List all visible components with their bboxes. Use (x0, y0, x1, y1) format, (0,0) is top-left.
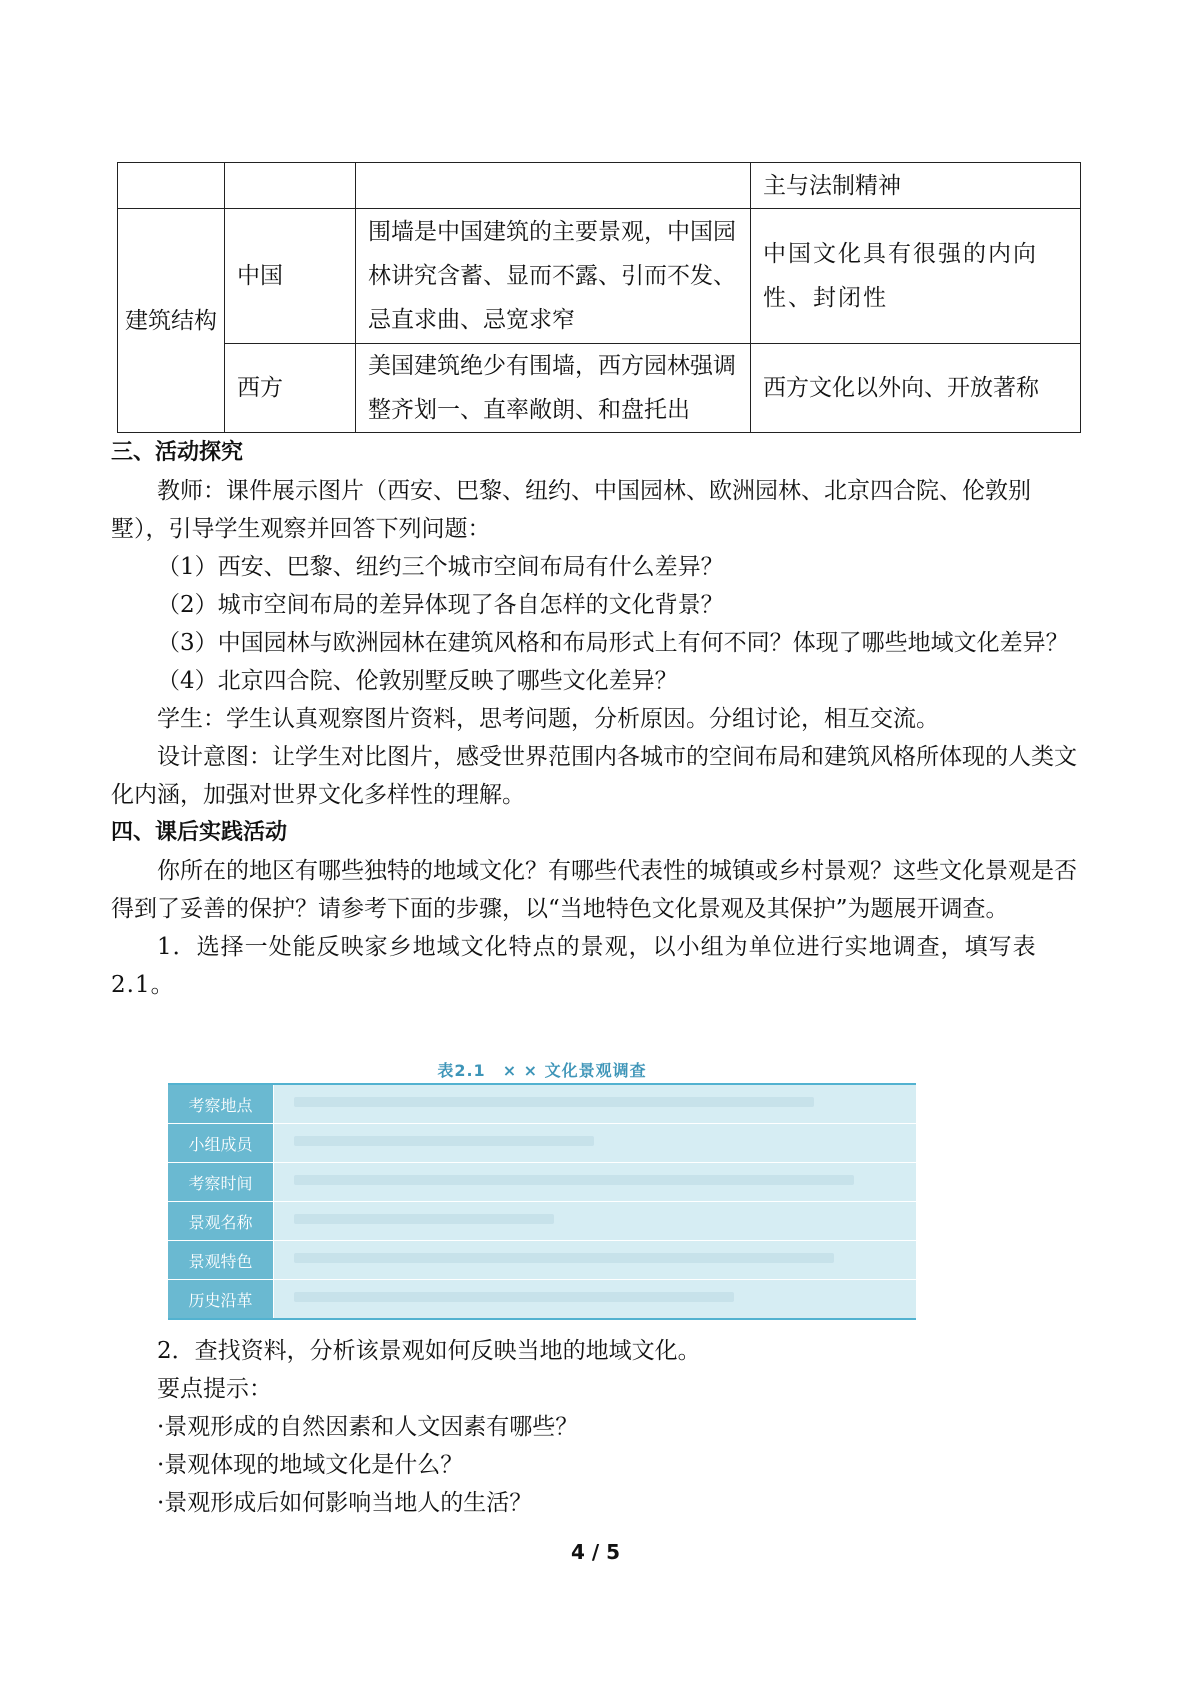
tip-item: ·景观形成后如何影响当地人的生活？ (157, 1490, 533, 1516)
table-cell-reflection: 中国文化具有很强的内向性、封闭性 (751, 209, 1081, 344)
table-row (118, 163, 1081, 209)
table-row (168, 1124, 916, 1163)
table-cell-description: 围墙是中国建筑的主要景观，中国园林讲究含蓄、显而不露、引而不发、忌直求曲、忌宽求窄 (356, 209, 751, 344)
survey-cell (274, 1085, 916, 1123)
survey-label: 景观名称 (168, 1202, 274, 1240)
survey-table-title: 表2.1 × × 文化景观调查 (437, 1061, 647, 1080)
table-row (168, 1280, 916, 1318)
question-item: （2）城市空间布局的差异体现了各自怎样的文化背景？ (157, 592, 724, 618)
paragraph-teacher: 教师：课件展示图片（西安、巴黎、纽约、中国园林、欧洲园林、北京四合院、伦敦别墅），引导学生观察并回答下列问题： (111, 478, 1031, 542)
question-item: （1）西安、巴黎、纽约三个城市空间布局有什么差异？ (157, 554, 724, 580)
paragraph-step1: 1．选择一处能反映家乡地域文化特点的景观，以小组为单位进行实地调查，填写表2.1。 (111, 934, 1037, 998)
tip-item: ·景观形成的自然因素和人文因素有哪些？ (157, 1414, 579, 1440)
survey-label: 景观特色 (168, 1241, 274, 1279)
table-row (168, 1163, 916, 1202)
table-cell-region: 西方 (225, 344, 356, 433)
paragraph-student: 学生：学生认真观察图片资料，思考问题，分析原因。分组讨论，相互交流。 (157, 706, 939, 732)
table-cell-region: 中国 (225, 209, 356, 344)
table-row (168, 1202, 916, 1241)
table-cell (356, 163, 751, 209)
table-cell-reflection: 西方文化以外向、开放著称 (751, 344, 1081, 433)
survey-label: 小组成员 (168, 1124, 274, 1162)
section-steps (111, 1332, 1086, 1522)
survey-cell (274, 1124, 916, 1162)
table-cell (225, 163, 356, 209)
table-cell (118, 163, 225, 209)
paragraph-design: 设计意图：让学生对比图片，感受世界范围内各城市的空间布局和建筑风格所体现的人类文化内涵，加强对世界文化多样性的理解。 (111, 744, 1077, 808)
question-item: （4）北京四合院、伦敦别墅反映了哪些文化差异？ (157, 668, 678, 694)
section-heading: 四、课后实践活动 (111, 820, 288, 845)
tip-item: ·景观体现的地域文化是什么？ (157, 1452, 464, 1478)
survey-cell (274, 1241, 916, 1279)
table-row (168, 1241, 916, 1280)
section-activity (111, 434, 1086, 1004)
question-item: （3）中国园林与欧洲园林在建筑风格和布局形式上有何不同？体现了哪些地域文化差异？ (157, 630, 1069, 656)
section-heading: 三、活动探究 (111, 440, 244, 465)
survey-label: 历史沿革 (168, 1280, 274, 1318)
survey-table (168, 1083, 916, 1320)
table-cell-reflection: 主与法制精神 (751, 163, 1081, 209)
table-row (118, 209, 1081, 344)
survey-cell (274, 1280, 916, 1318)
page-number: 4 / 5 (570, 1540, 621, 1564)
survey-label: 考察地点 (168, 1085, 274, 1123)
comparison-table (117, 162, 1081, 433)
table-row (118, 344, 1081, 433)
survey-label: 考察时间 (168, 1163, 274, 1201)
paragraph-step2: 2．查找资料，分析该景观如何反映当地的地域文化。 (157, 1338, 701, 1364)
table-group-label: 建筑结构 (118, 209, 225, 433)
table-row (168, 1085, 916, 1124)
survey-cell (274, 1202, 916, 1240)
tips-heading: 要点提示： (157, 1376, 272, 1402)
survey-cell (274, 1163, 916, 1201)
paragraph-intro: 你所在的地区有哪些独特的地域文化？有哪些代表性的城镇或乡村景观？这些文化景观是否得到了妥善的保护？请参考下面的步骤，以“当地特色文化景观及其保护”为题展开调查。 (111, 858, 1077, 922)
table-cell-description: 美国建筑绝少有围墙，西方园林强调整齐划一、直率敞朗、和盘托出 (356, 344, 751, 433)
